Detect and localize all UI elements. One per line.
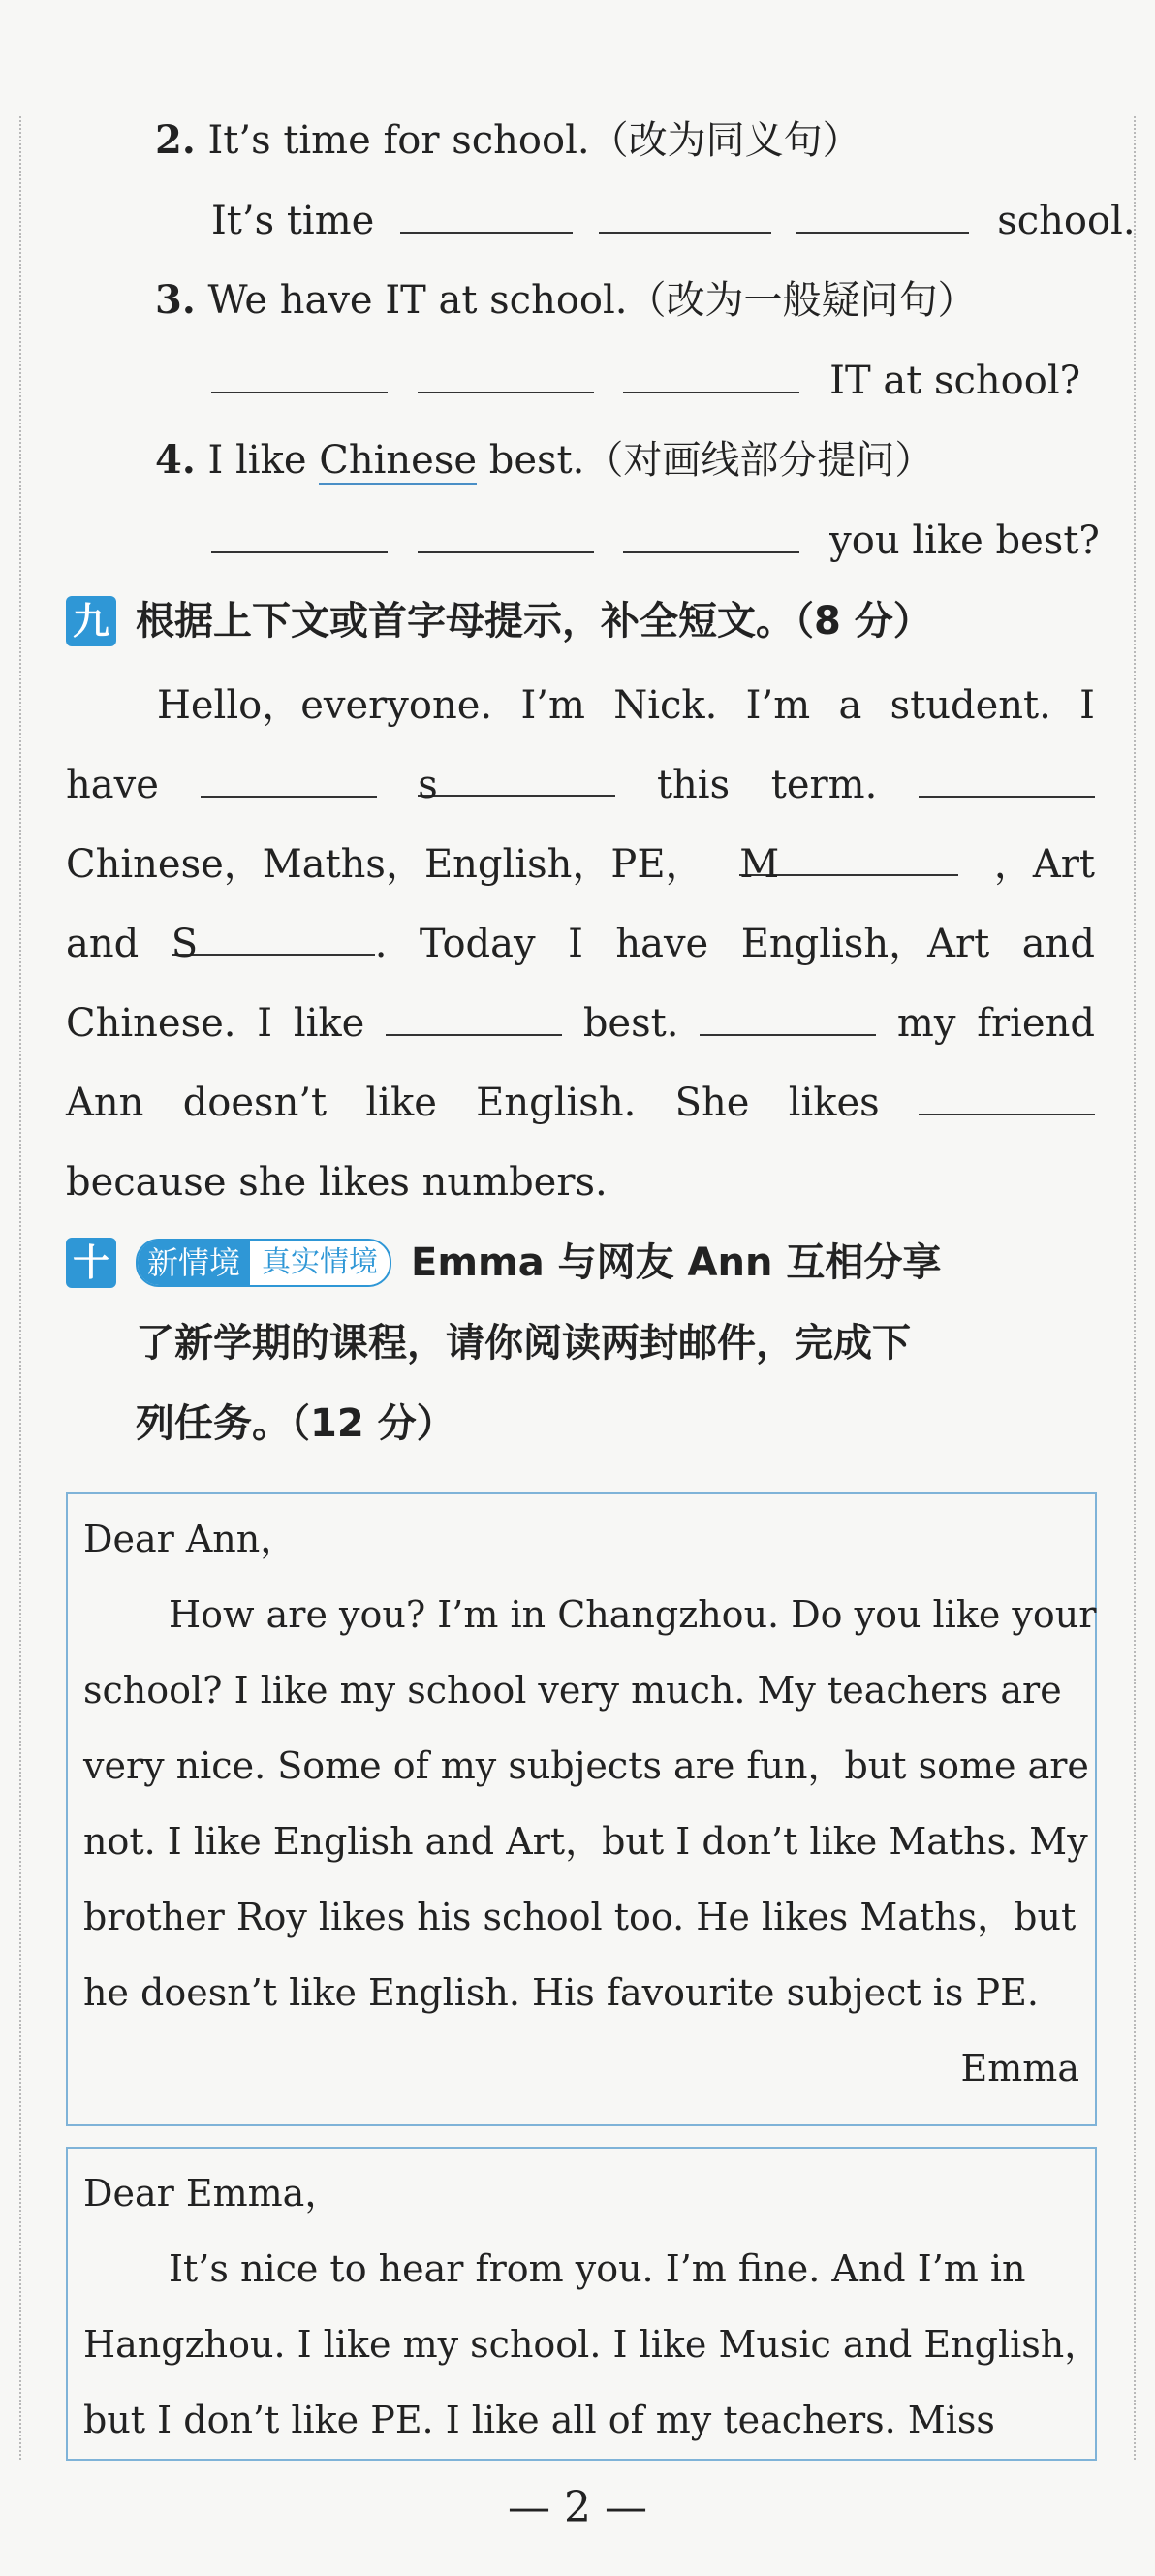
question-instruction: （对画线部分提问） [584,438,934,483]
passage-word: I’m [745,683,811,728]
passage-word: English. [476,1081,637,1125]
section-title-line-3: 列任务。（12 分） [136,1401,455,1446]
email-box-ann [66,2147,1102,2461]
section-title-line-1: Emma 与网友 Ann 互相分享 [411,1241,942,1285]
passage-blank[interactable] [919,759,1095,798]
answer-text-start: It’s time [211,199,375,243]
passage-word: likes [788,1081,880,1125]
email-box-emma [66,1492,1097,2126]
answer-blank[interactable] [418,515,594,553]
passage-line-6 [66,1076,1095,1130]
answer-line-2 [211,194,1136,248]
passage-line-1 [157,678,1095,733]
passage-word: have [66,763,159,807]
email-line: school? I like my school very much. My teachers are [83,1669,1062,1712]
answer-line-3 [211,354,1080,408]
passage-word: I [568,922,583,966]
passage-word: like [293,1001,365,1046]
passage-word: Nick. [613,683,718,728]
answer-blank[interactable] [623,515,799,553]
passage-word: English，Art [740,922,990,966]
passage-line-3 [66,837,1095,892]
passage-blank[interactable] [386,997,562,1036]
question-text: It’s time for school. [207,118,590,163]
question-text-after: best. [488,438,585,483]
passage-word: like [365,1081,437,1125]
question-number: 3. [155,277,196,323]
hint-letter: M [739,842,780,887]
section-badge: 十 [66,1238,116,1288]
email-line: but I don’t like PE. I like all of my teachers. Miss [83,2399,995,2441]
answer-blank[interactable] [400,195,573,234]
answer-text-end: you like best? [829,518,1100,563]
passage-word: and [1021,922,1095,966]
answer-blank[interactable] [418,355,594,393]
tag-label-new: 新情境 [138,1241,250,1285]
question-4 [155,433,933,487]
passage-line-4 [66,917,1095,971]
question-number: 4. [155,437,196,483]
page-number: — 2 — [508,2483,647,2532]
context-tag [136,1239,391,1287]
passage-word: . [374,922,388,966]
answer-blank[interactable] [211,515,388,553]
passage-word: best. [582,1001,679,1046]
question-instruction: （改为一般疑问句） [627,278,977,323]
hint-letter: S [171,922,199,966]
question-number: 2. [155,117,196,163]
section-9-header [66,594,932,648]
passage-word: doesn’t [182,1081,328,1125]
email-signature: Emma [960,2047,1079,2089]
passage-word: this [656,763,731,807]
passage-word: Hello，everyone. [157,683,493,728]
passage-word: Ann [66,1081,144,1125]
question-2 [155,113,861,168]
question-text: We have IT at school. [207,278,628,323]
passage-word: I [1079,683,1095,728]
passage-line-2 [66,758,1095,812]
passage-word: friend [977,1001,1095,1046]
answer-text-end: school. [997,199,1136,243]
passage-blank-s[interactable] [418,758,615,807]
passage-words: ，Art [993,842,1095,887]
answer-blank[interactable] [599,195,771,234]
passage-word: I’m [520,683,585,728]
email-line: How are you? I’m in Changzhou. Do you like your [169,1593,1097,1636]
passage-word: Chinese. [66,1001,236,1046]
passage-line-7: because she likes numbers. [66,1160,608,1205]
underlined-word: Chinese [319,438,478,483]
tag-label-real: 真实情境 [250,1241,390,1285]
passage-blank[interactable] [919,1077,1095,1115]
answer-text-end: IT at school? [829,359,1081,403]
answer-blank[interactable] [211,355,388,393]
passage-word: Today [419,922,536,966]
margin-dotted-line-left [19,116,21,2460]
answer-blank[interactable] [796,195,969,234]
passage-word: have [615,922,709,966]
email-line: brother Roy likes his school too. He likes Maths，but [83,1896,1077,1938]
passage-line-5 [66,996,1095,1051]
passage-word: term. [770,763,878,807]
email-line: It’s nice to hear from you. I’m fine. And I’m in [169,2247,1026,2290]
answer-line-4 [211,514,1100,568]
email-line: not. I like English and Art，but I don’t like Maths. My [83,1820,1088,1863]
section-10-header [66,1236,1095,1290]
passage-word: I [257,1001,273,1046]
passage-word: She [674,1081,750,1125]
hint-letter: s [418,763,438,807]
passage-word: student. [890,683,1051,728]
email-greeting: Dear Ann， [83,1518,297,1560]
passage-blank[interactable] [201,759,377,798]
section-title: 根据上下文或首字母提示，补全短文。（8 分） [136,599,932,644]
answer-blank[interactable] [623,355,799,393]
passage-blank-m[interactable] [739,837,958,887]
email-line: Hangzhou. I like my school. I like Music and English， [83,2323,1102,2366]
passage-blank-group [172,917,388,971]
passage-word: a [838,683,862,728]
question-instruction: （改为同义句） [589,118,861,163]
passage-word: my [896,1001,956,1046]
passage-word: and [66,922,140,966]
passage-blank[interactable] [700,997,876,1036]
question-text-before: I like [207,438,307,483]
section-title-line-2: 了新学期的课程，请你阅读两封邮件，完成下 [136,1321,911,1366]
section-badge: 九 [66,596,116,646]
email-line: he doesn’t like English. His favourite subject is PE. [83,1971,1039,2014]
margin-dotted-line-right [1134,116,1136,2460]
question-3 [155,273,977,328]
passage-words: Chinese，Maths，English，PE， [66,842,704,887]
email-greeting: Dear Emma， [83,2172,342,2215]
passage-blank-s[interactable] [171,917,375,966]
email-line: very nice. Some of my subjects are fun，but some are [83,1744,1089,1787]
